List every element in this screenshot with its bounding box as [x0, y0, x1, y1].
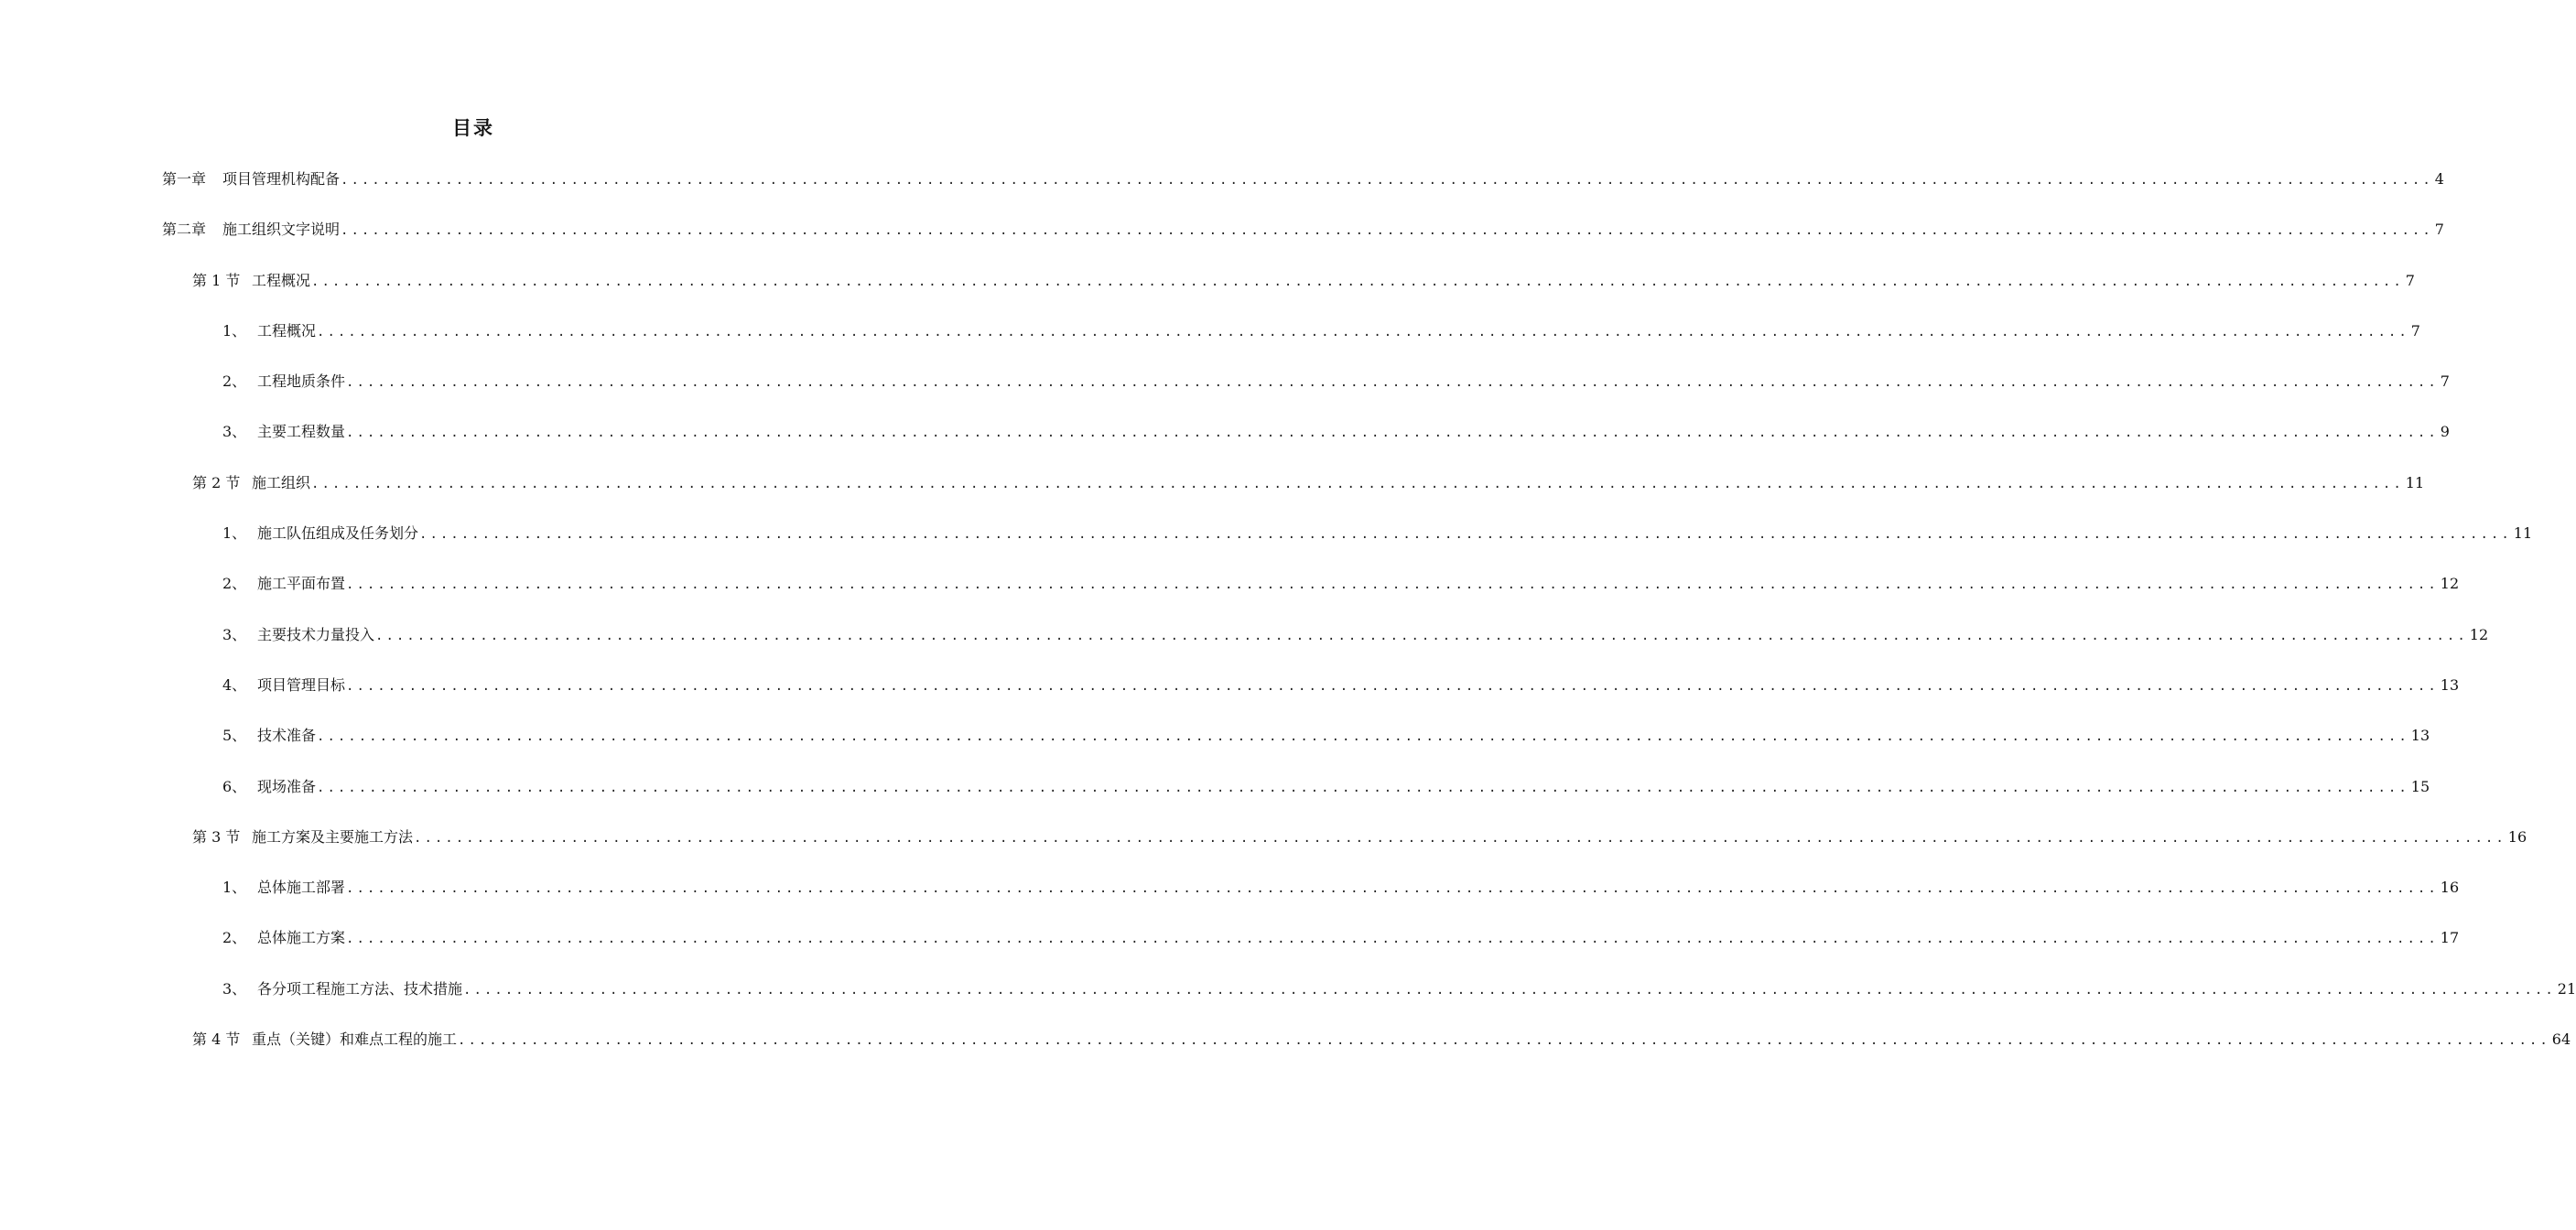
toc-entry-label: 主要工程数量 [257, 423, 346, 441]
toc-list [0, 167, 2576, 1077]
toc-entry-line [0, 167, 2444, 193]
toc-leader-dots: ........................................................................................................................................................................................................ [346, 678, 2439, 694]
toc-leader-dots: ........................................................................................................................................................................................................ [346, 932, 2439, 947]
toc-entry-number: 2、 [222, 372, 247, 391]
toc-leader-dots: ........................................................................................................................................................................................................ [317, 324, 2409, 340]
toc-leader-dots: ........................................................................................................................................................................................................ [419, 527, 2512, 543]
toc-entry-line [0, 268, 2415, 295]
toc-leader-dots: ........................................................................................................................................................................................................ [414, 830, 2506, 846]
toc-entry-line [0, 521, 2533, 547]
toc-entry-page-number: 11 [2405, 473, 2425, 491]
toc-entry[interactable] [0, 521, 2533, 571]
toc-entry-number: 1、 [222, 879, 247, 897]
toc-entry-page-number: 13 [2410, 727, 2430, 745]
toc-entry-line [0, 419, 2450, 446]
toc-entry[interactable] [0, 976, 2576, 1027]
toc-entry[interactable] [0, 318, 2420, 369]
toc-entry-line [0, 622, 2489, 649]
toc-entry[interactable] [0, 217, 2444, 267]
toc-entry-line [0, 217, 2444, 243]
toc-entry-label: 项目管理目标 [257, 675, 346, 694]
toc-leader-dots: ........................................................................................................................................................................................................ [463, 982, 2556, 998]
toc-entry[interactable] [0, 1027, 2571, 1077]
toc-entry[interactable] [0, 470, 2425, 521]
toc-entry-number: 第二章 [162, 221, 207, 239]
toc-entry-page-number: 4 [2434, 170, 2444, 188]
toc-entry[interactable] [0, 419, 2450, 469]
toc-entry-page-number: 13 [2440, 675, 2460, 694]
toc-entry-line [0, 925, 2460, 952]
toc-entry-number: 1、 [222, 524, 247, 543]
toc-entry-label: 施工组织 [252, 473, 311, 491]
toc-entry-number: 1、 [222, 321, 247, 340]
toc-entry[interactable] [0, 925, 2460, 976]
toc-leader-dots: ........................................................................................................................................................................................................ [346, 577, 2439, 593]
toc-entry-label: 总体施工方案 [257, 929, 346, 947]
toc-entry-page-number: 9 [2440, 423, 2450, 441]
toc-entry-label: 主要技术力量投入 [257, 625, 375, 643]
toc-entry-number: 3、 [222, 423, 247, 441]
toc-entry-line [0, 723, 2430, 750]
toc-entry[interactable] [0, 369, 2450, 419]
toc-entry-page-number: 12 [2469, 625, 2489, 643]
toc-entry-number: 第 4 节 [192, 1030, 241, 1049]
toc-entry-label: 总体施工部署 [257, 879, 346, 897]
toc-entry[interactable] [0, 723, 2430, 773]
toc-entry-line [0, 318, 2420, 345]
toc-leader-dots: ........................................................................................................................................................................................................ [375, 628, 2468, 643]
toc-entry-page-number: 16 [2440, 879, 2460, 897]
toc-entry-line [0, 976, 2576, 1003]
toc-entry-line [0, 470, 2425, 497]
toc-entry[interactable] [0, 774, 2430, 825]
toc-entry-number: 第 1 节 [192, 271, 241, 289]
toc-entry-page-number: 15 [2410, 777, 2430, 795]
toc-entry-number: 第一章 [162, 170, 207, 188]
toc-entry-line [0, 369, 2450, 395]
toc-entry-number: 第 2 节 [192, 473, 241, 491]
toc-entry-page-number: 7 [2440, 372, 2450, 391]
toc-entry-number: 6、 [222, 777, 247, 795]
toc-leader-dots: ........................................................................................................................................................................................................ [311, 476, 2404, 491]
toc-leader-dots: ........................................................................................................................................................................................................ [317, 780, 2409, 795]
toc-entry-label: 技术准备 [257, 727, 317, 745]
toc-entry-number: 2、 [222, 929, 247, 947]
toc-entry-line [0, 825, 2527, 851]
toc-leader-dots: ........................................................................................................................................................................................................ [341, 223, 2433, 239]
toc-entry-line [0, 774, 2430, 801]
toc-entry-number: 3、 [222, 979, 247, 998]
toc-leader-dots: ........................................................................................................................................................................................................ [458, 1033, 2550, 1049]
toc-entry-label: 各分项工程施工方法、技术措施 [257, 979, 463, 998]
toc-leader-dots: ........................................................................................................................................................................................................ [346, 881, 2439, 897]
toc-entry[interactable] [0, 673, 2460, 723]
toc-entry-page-number: 17 [2440, 929, 2460, 947]
toc-entry[interactable] [0, 875, 2460, 925]
toc-entry-label: 现场准备 [257, 777, 317, 795]
toc-entry-label: 项目管理机构配备 [222, 170, 341, 188]
toc-entry-label: 施工组织文字说明 [222, 221, 341, 239]
toc-entry-label: 工程概况 [257, 321, 317, 340]
toc-entry[interactable] [0, 622, 2489, 673]
toc-entry-number: 4、 [222, 675, 247, 694]
toc-entry-page-number: 16 [2507, 827, 2527, 846]
toc-entry-number: 2、 [222, 575, 247, 593]
toc-leader-dots: ........................................................................................................................................................................................................ [346, 426, 2439, 441]
toc-entry-page-number: 11 [2513, 524, 2533, 543]
toc-leader-dots: ........................................................................................................................................................................................................ [346, 375, 2439, 391]
toc-title: 目录 [452, 117, 494, 139]
toc-entry-line [0, 875, 2460, 901]
toc-entry-page-number: 7 [2410, 321, 2420, 340]
toc-entry-page-number: 7 [2434, 221, 2444, 239]
toc-entry-label: 施工方案及主要施工方法 [252, 827, 414, 846]
toc-leader-dots: ........................................................................................................................................................................................................ [341, 173, 2433, 188]
toc-leader-dots: ........................................................................................................................................................................................................ [311, 274, 2404, 289]
toc-entry[interactable] [0, 268, 2415, 318]
toc-entry-page-number: 21 [2557, 979, 2576, 998]
toc-entry-line [0, 673, 2460, 699]
toc-entry-label: 工程地质条件 [257, 372, 346, 391]
toc-entry-label: 施工平面布置 [257, 575, 346, 593]
toc-entry-label: 重点（关键）和难点工程的施工 [252, 1030, 458, 1049]
toc-entry[interactable] [0, 167, 2444, 217]
toc-entry-page-number: 12 [2440, 575, 2460, 593]
toc-entry-line [0, 1027, 2571, 1053]
toc-entry-line [0, 571, 2460, 598]
toc-entry-number: 第 3 节 [192, 827, 241, 846]
toc-entry-number: 5、 [222, 727, 247, 745]
toc-entry[interactable] [0, 825, 2527, 875]
toc-entry-page-number: 7 [2405, 271, 2415, 289]
toc-entry-page-number: 64 [2551, 1030, 2571, 1049]
toc-entry-number: 3、 [222, 625, 247, 643]
toc-entry-label: 工程概况 [252, 271, 311, 289]
toc-entry[interactable] [0, 571, 2460, 621]
toc-leader-dots: ........................................................................................................................................................................................................ [317, 729, 2409, 745]
toc-entry-label: 施工队伍组成及任务划分 [257, 524, 419, 543]
